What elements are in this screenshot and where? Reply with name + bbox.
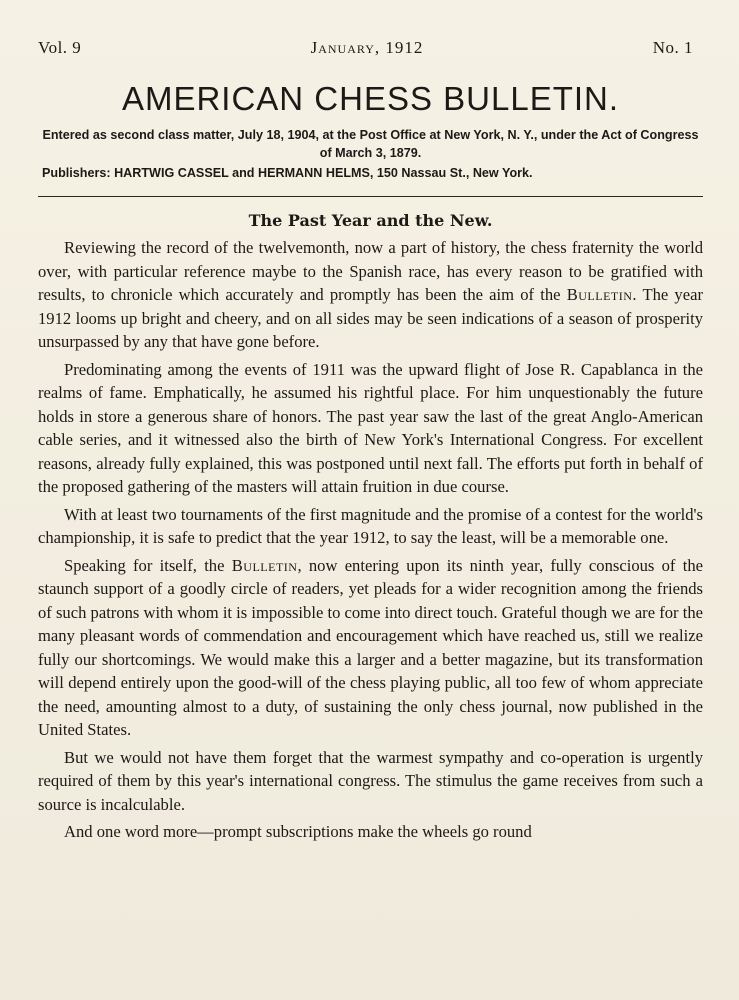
header-divider (38, 196, 703, 197)
paragraph-text: And one word more—prompt subscriptions make the wheels go round (64, 822, 532, 841)
article-title: The Past Year and the New. (248, 211, 493, 230)
article-paragraph (38, 746, 703, 817)
article-paragraph (38, 820, 703, 844)
paragraph-text: With at least two tournaments of the first magnitude and the promise of a contest for the world's championship, it is safe to predict that the year 1912, to say the least, will be a memorable one. (38, 504, 703, 547)
issue-number: No. 1 (652, 38, 693, 57)
publishers-line: Publishers: HARTWIG CASSEL and HERMANN HELMS, 150 Nassau St., New York. (42, 166, 533, 180)
article-paragraph (38, 358, 703, 499)
article-paragraph (38, 554, 703, 742)
paragraph-text: Predominating among the events of 1911 was the upward flight of Jose R. Capablanca in the realms of fame. Emphatically, he assumed his rightful place. For him unquestionably the future holds in store a generous share of honors. The past year saw the last of the great Anglo-American cable series, and it witnessed also the birth of New York's International Congress. For excellent reasons, already fully explained, this was postponed until next fall. The efforts put forth in behalf of the proposed gathering of the masters will attain fruition in due course. (38, 359, 703, 496)
paragraph-text: Speaking for itself, the (64, 555, 232, 575)
entry-notice: Entered as second class matter, July 18, 1904, at the Post Office at New York, N. Y., under the Act of Congress of March 3, 1879. (42, 128, 699, 160)
paragraph-text: , now entering upon its ninth year, fully conscious of the staunch support of a goodly circle of readers, yet pleads for a wider recognition among the friends of such patrons with whom it is impossible to come into direct touch. Grateful though we are for the many pleasant words of commendation and encouragement which have reached us, still we realize fully our shortcomings. We would make this a larger and a better magazine, but its transformation will depend entirely upon the good-will of the chess playing public, all too few of whom appreciate the need, amounting almost to a duty, of sustaining the only chess journal, now published in the United States. (38, 555, 703, 739)
paragraph-text: Reviewing the record of the twelvemonth, now a part of history, the chess fraternity the world over, with particular reference maybe to the Spanish race, has every reason to be gratified with results, to chronicle which accurately and promptly has been the aim of the (38, 238, 703, 304)
bulletin-name: Bulletin (566, 285, 633, 304)
article-paragraph (38, 503, 703, 550)
paragraph-text: But we would not have them forget that the warmest sympathy and co-operation is urgently required of them by this year's international congress. The stimulus the game receives from such a source is incalculable. (38, 747, 703, 814)
bulletin-name: Bulletin (231, 555, 298, 575)
paragraph-text: . The year 1912 looms up bright and cheery, and on all sides may be seen indications of a season of prosperity unsurpassed by any that have gone before. (38, 285, 703, 351)
masthead-title: AMERICAN CHESS BULLETIN. (121, 80, 620, 117)
issue-date: January, 1912 (310, 38, 424, 57)
article-body (38, 236, 703, 844)
volume-label: Vol. 9 (38, 38, 82, 57)
issue-header (38, 38, 703, 58)
article-paragraph (38, 236, 703, 354)
